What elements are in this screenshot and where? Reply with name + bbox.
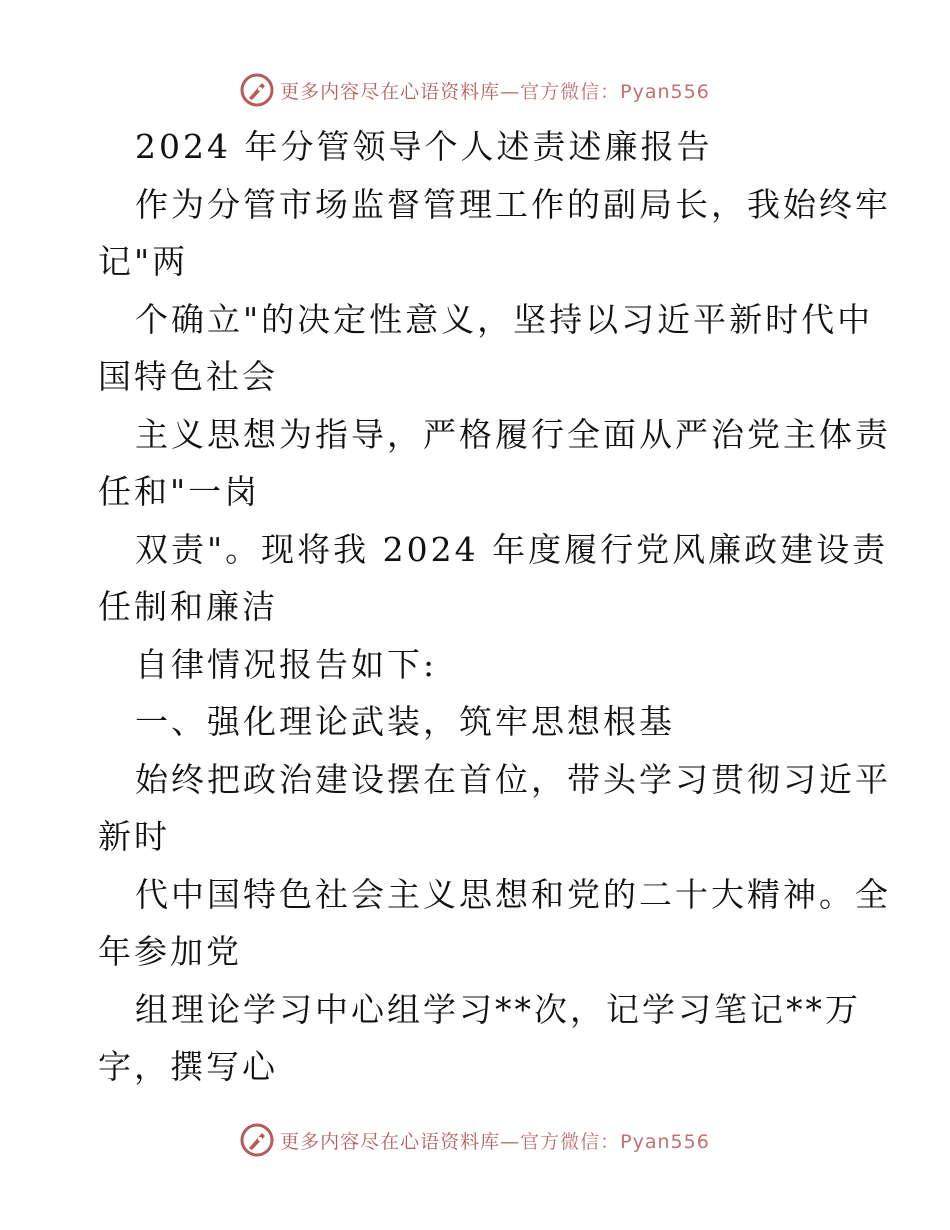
watermark-text [280,1127,710,1154]
document-line: 任制和廉洁 [98,587,278,626]
document-line: 自律情况报告如下: [135,644,438,684]
document-line: 一、强化理论武装，筑牢思想根基 [135,702,675,741]
document-line: 新时 [98,817,170,856]
document-line: 个确立"的决定性意义，坚持以习近平新时代中 [135,299,874,339]
document-line: 记"两 [98,242,189,281]
document-line: 字，撰写心 [98,1047,278,1086]
document-line: 任和"一岗 [98,472,261,511]
watermark-wechat: —官方微信：Pyan556 [500,80,710,103]
header-watermark [0,70,950,110]
document-line: 2024 年分管领导个人述责述廉报告 [135,127,713,166]
document-line: 双责"。现将我 2024 年度履行党风廉政建设责 [135,529,889,569]
footer-watermark [0,1120,950,1160]
watermark-main: 更多内容尽在心语资料库 [280,80,501,103]
document-line: 始终把政治建设摆在首位，带头学习贯彻习近平 [135,759,891,799]
document-line: 国特色社会 [98,357,278,396]
pen-nib-logo-icon [240,1123,274,1157]
document-line: 作为分管市场监督管理工作的副局长，我始终牢 [135,184,891,224]
watermark-wechat: —官方微信：Pyan556 [500,1130,710,1153]
watermark-text [280,77,710,104]
document-line: 主义思想为指导，严格履行全面从严治党主体责 [135,414,891,454]
document-line: 代中国特色社会主义思想和党的二十大精神。全 [135,874,891,914]
watermark-main: 更多内容尽在心语资料库 [280,1130,501,1153]
document-line: 年参加党 [98,932,242,971]
document-body [98,118,891,1096]
document-line: 组理论学习中心组学习**次，记学习笔记**万 [135,989,861,1029]
pen-nib-logo-icon [240,73,274,107]
